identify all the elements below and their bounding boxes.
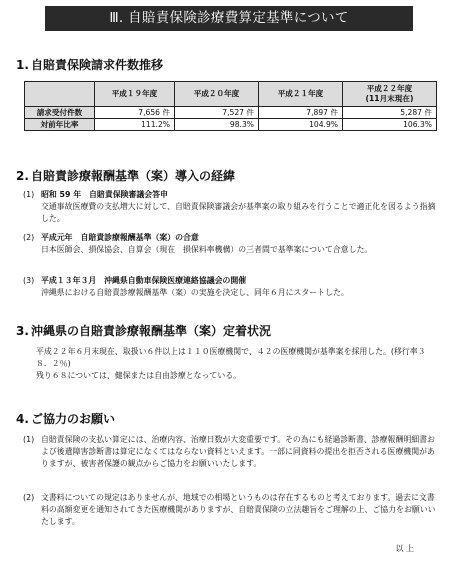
list-item — [23, 189, 440, 226]
section-1-heading — [16, 56, 163, 73]
item-number: (3) — [23, 276, 35, 285]
list-item — [23, 275, 440, 299]
section-3-heading — [16, 322, 271, 339]
section-2-title: 自賠責診療報酬基準（案）導入の経緯 — [31, 169, 236, 183]
table-cell: 104.9% — [259, 119, 343, 131]
table-cell: 106.3% — [343, 119, 437, 131]
item-number: (1) — [23, 190, 35, 199]
section-3-number: 3. — [16, 324, 29, 338]
section-4-heading — [16, 410, 115, 427]
item-title: 平成元年 自賠責診療報酬基準（案）の合意 — [41, 233, 199, 242]
item-number: (2) — [23, 493, 35, 502]
header-h22 — [343, 82, 437, 107]
item-number: (1) — [23, 435, 35, 444]
section-banner: Ⅲ. 自賠責保険診療費算定基準について — [45, 6, 413, 31]
item-body: 交通事故医療費の支払増大に対して、自賠責保険審議会が基準案の取り組みを行うことで適正化を図るよう指摘した。 — [41, 202, 436, 224]
section-1-number: 1. — [16, 58, 29, 72]
header-h22-label: 平成２２年度 — [366, 84, 413, 93]
table-row — [25, 119, 437, 131]
table-cell: 7,527 件 — [175, 107, 259, 119]
section-3-line: 残り６８については、健保または自由診療となっている。 — [36, 371, 242, 381]
section-3-text — [36, 346, 430, 383]
header-h19: 平成１９年度 — [95, 82, 175, 107]
section-2-heading — [16, 167, 235, 184]
list-item — [23, 232, 440, 256]
header-h20: 平成２０年度 — [175, 82, 259, 107]
closing-mark: 以 上 — [395, 544, 414, 553]
section-3-line: 平成２２年６月末現在、取扱い６件以上は１１０医療機関で、４２の医療機関が基準案を採用した。(移行率３８．２％) — [36, 347, 426, 369]
item-body: 文書料についての規定はありませんが、地域での相場というものは存在するものと考えております。過去に文書料の高額変更を通知されてきた医療機関がありますが、自賠責保険の立法趣旨をご理解の上、ご協力をお願いいたします。 — [41, 493, 436, 527]
table-cell: 98.3% — [175, 119, 259, 131]
row-label-claims: 請求受付件数 — [25, 107, 95, 119]
item-body: 日本医師会、損保協会、自算会（現在 損保料率機構）の三者間で基準案について合意した。 — [41, 245, 373, 255]
table-cell: 7,656 件 — [95, 107, 175, 119]
row-label-ratio: 対前年比率 — [25, 119, 95, 131]
item-title: 昭和 59 年 自賠責保険審議会答申 — [41, 190, 168, 199]
section-4-title: ご協力のお願い — [31, 412, 116, 426]
header-h21: 平成２１年度 — [259, 82, 343, 107]
list-item — [23, 434, 440, 471]
table-row — [25, 107, 437, 119]
item-body: 自賠責保険の支払い算定には、治療内容、治療日数が大変重要です。その為にも経過診断書、診療報酬明細書および後遺障害診断書は算定になくてはならない資料といえます。一部に同資料の提出を拒否される医療機関がありますが、被害者保護の観点からご協力をお願いいたします。 — [41, 435, 435, 469]
section-1-title: 自賠責保険請求件数推移 — [31, 58, 164, 72]
section-2-number: 2. — [16, 169, 29, 183]
item-body: 沖縄県における自賠責診療報酬基準（案）の実施を決定し、同年６月にスタートした。 — [41, 288, 349, 298]
table-cell: 7,897 件 — [259, 107, 343, 119]
claims-table — [24, 81, 437, 131]
section-3-title: 沖縄県の自賠責診療報酬基準（案）定着状況 — [31, 324, 272, 338]
table-cell: 5,287 件 — [343, 107, 437, 119]
section-4-number: 4. — [16, 412, 29, 426]
item-title: 平成１３年３月 沖縄県自動車保険医療連絡協議会の開催 — [41, 276, 247, 285]
item-number: (2) — [23, 233, 35, 242]
table-cell: 111.2% — [95, 119, 175, 131]
table-header-row — [25, 82, 437, 107]
list-item — [23, 492, 440, 529]
table-corner-cell — [25, 82, 95, 107]
header-h22-note: (11月末現在) — [365, 94, 414, 103]
